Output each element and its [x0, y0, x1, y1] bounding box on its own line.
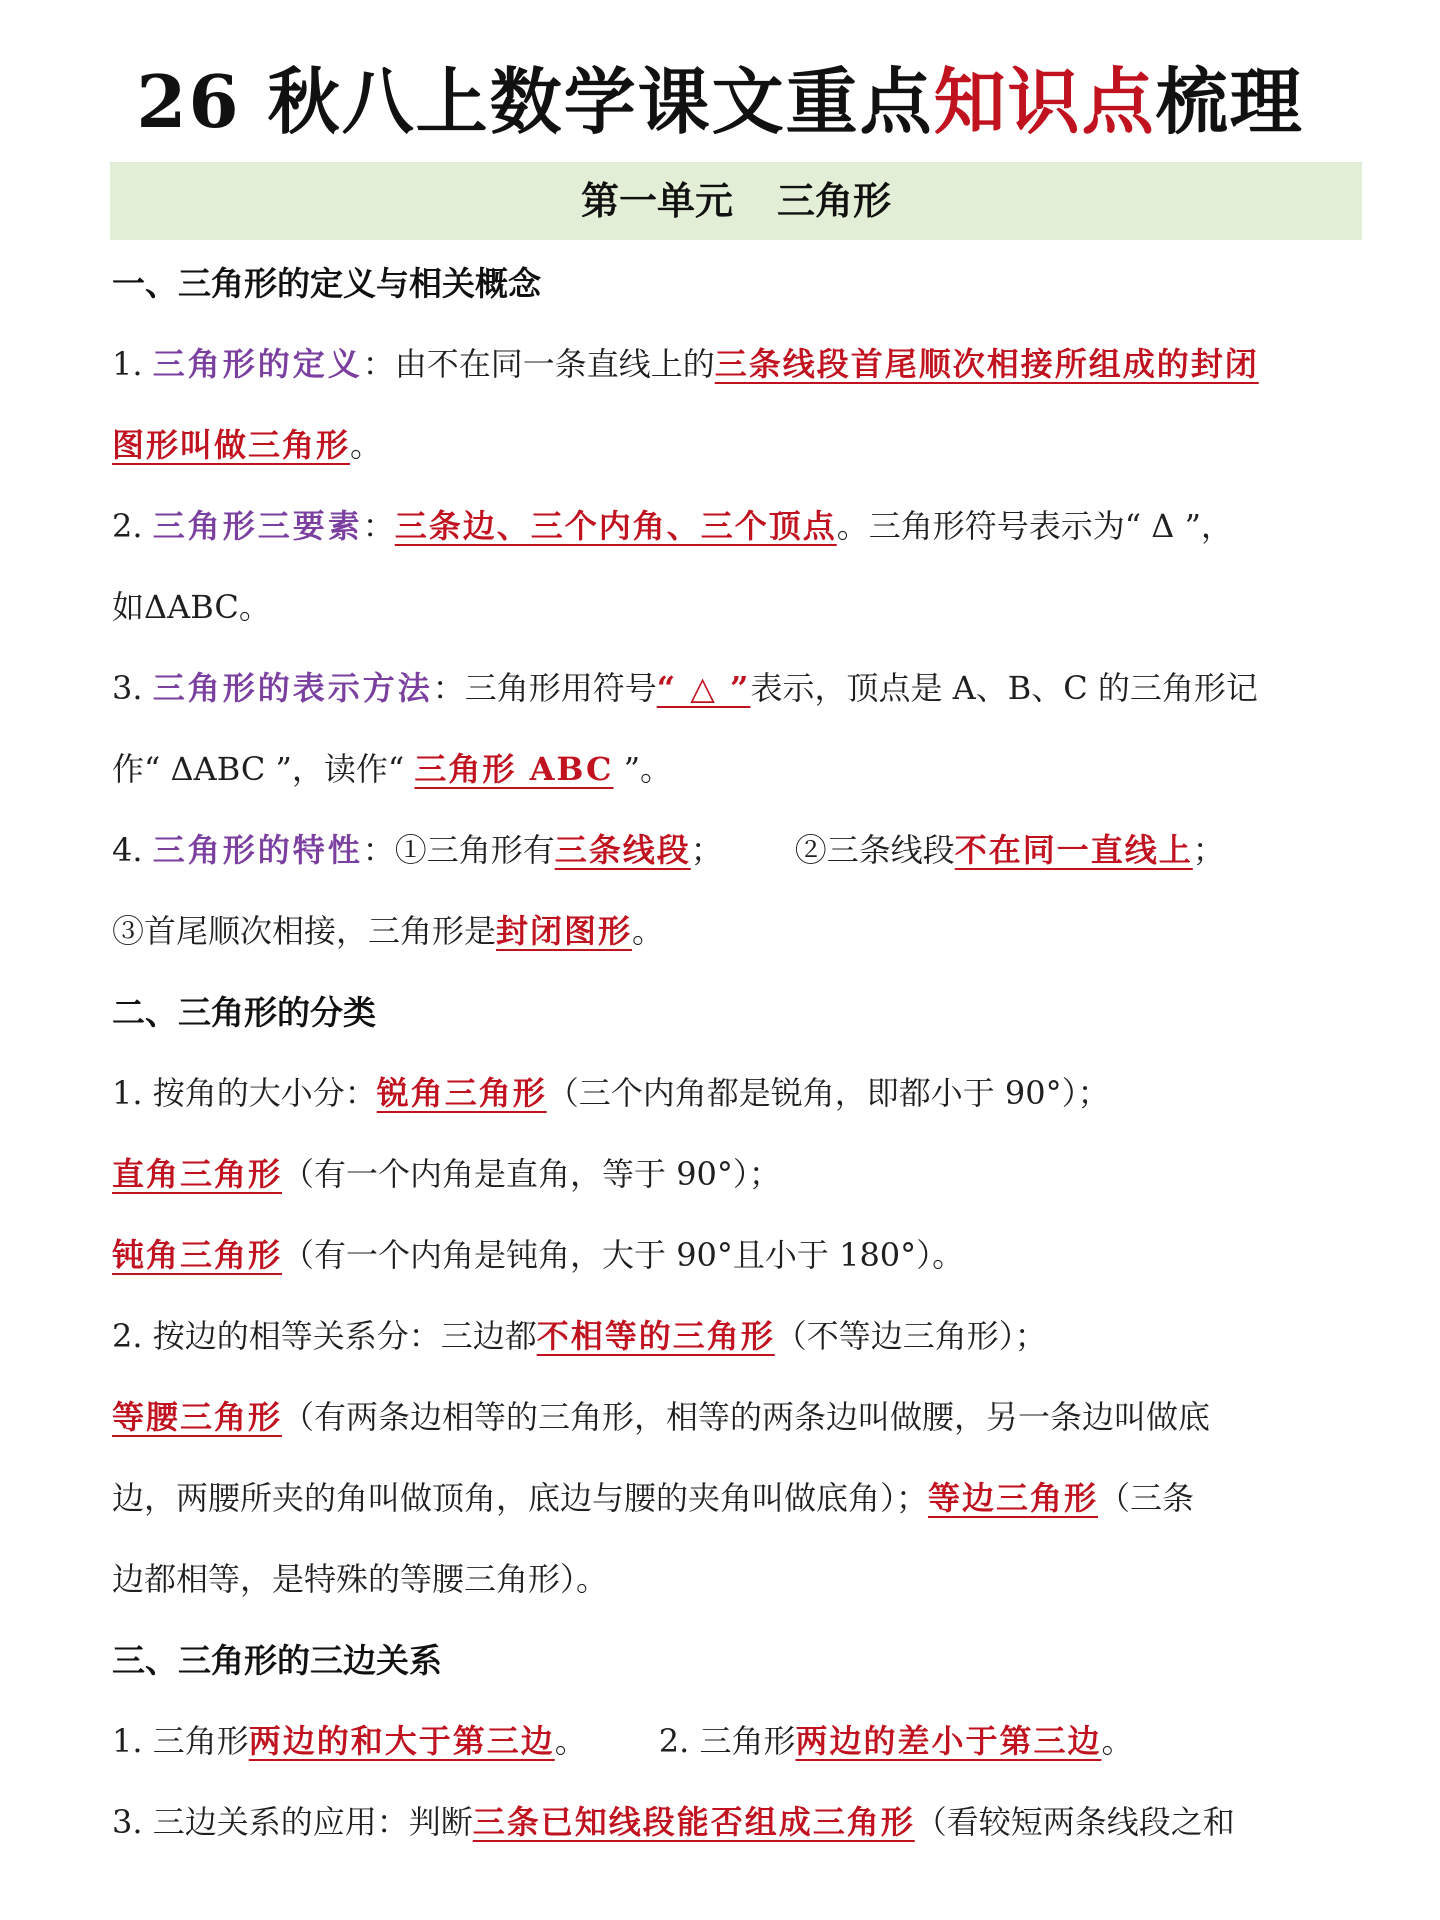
body-text: （看较短两条线段之和 [914, 1803, 1235, 1841]
body-text: 如ΔABC。 [112, 588, 271, 626]
paragraph-right-triangle [112, 1134, 1364, 1215]
document-title [0, 52, 1440, 152]
key-point: 三条线段首尾顺次相接所组成的封闭 [714, 345, 1259, 383]
section-heading-3: 三、三角形的三边关系 [112, 1641, 442, 1680]
paragraph-definition-cont [112, 405, 1364, 486]
unit-number: 第一单元 [580, 178, 733, 223]
unit-banner [110, 162, 1362, 240]
title-highlight: 知识点 [933, 59, 1156, 144]
item-number: 3. [112, 669, 153, 707]
body-text: ； [1192, 831, 1225, 869]
body-text: （有一个内角是钝角，大于 90°且小于 180°）。 [282, 1236, 965, 1274]
body-text: （有一个内角是直角，等于 90°）； [282, 1155, 781, 1193]
paragraph-by-side [112, 1296, 1364, 1377]
body-text: ”。 [613, 750, 673, 788]
paragraph-equilateral-cont [112, 1539, 1364, 1620]
body-text: ：由不在同一条直线上的 [362, 345, 715, 383]
item-number: 1. [112, 345, 153, 383]
item-number: 2. [112, 507, 153, 545]
key-point: 不相等的三角形 [536, 1317, 775, 1355]
body-text: 。 [1101, 1722, 1134, 1760]
body-text: （有两条边相等的三角形，相等的两条边叫做腰，另一条边叫做底 [282, 1398, 1211, 1436]
body-text: 表示，顶点是 A、B、C 的三角形记 [750, 669, 1258, 707]
body-text: ③首尾顺次相接，三角形是 [112, 912, 497, 950]
paragraph-definition [112, 324, 1364, 405]
paragraph-elements [112, 486, 1364, 567]
key-point: 三条线段 [554, 831, 691, 869]
key-point: 图形叫做三角形 [112, 426, 351, 464]
key-point: 直角三角形 [112, 1155, 283, 1193]
item-number: 4. [112, 831, 153, 869]
paragraph-elements-cont [112, 567, 1364, 648]
paragraph-side-application [112, 1782, 1364, 1863]
section-heading-2: 二、三角形的分类 [112, 993, 376, 1032]
body-text: ； [690, 831, 723, 869]
key-point: 不在同一直线上 [954, 831, 1193, 869]
title-part-1: 26 秋八上数学课文重点 [136, 59, 934, 144]
key-point: 等边三角形 [928, 1479, 1099, 1517]
body-text: ： [362, 507, 395, 545]
paragraph-isosceles-cont [112, 1458, 1364, 1539]
body-text: 2. 三角形 [658, 1722, 796, 1760]
paragraph-by-angle [112, 1053, 1364, 1134]
key-point: 钝角三角形 [112, 1236, 283, 1274]
term-label: 三角形的特性 [152, 831, 363, 869]
paragraph-notation-cont [112, 729, 1364, 810]
term-label: 三角形的定义 [152, 345, 363, 383]
paragraph-properties-cont [112, 891, 1364, 972]
key-point: 两边的和大于第三边 [248, 1722, 555, 1760]
title-part-3: 梳理 [1155, 59, 1304, 144]
body-text: 边，两腰所夹的角叫做顶角，底边与腰的夹角叫做底角）； [112, 1479, 929, 1517]
key-point: 三条已知线段能否组成三角形 [472, 1803, 915, 1841]
notes-body [112, 243, 1364, 1863]
key-point: 等腰三角形 [112, 1398, 283, 1436]
term-label: 三角形三要素 [152, 507, 363, 545]
body-text: （三个内角都是锐角，即都小于 90°）； [546, 1074, 1110, 1112]
body-text: 边都相等，是特殊的等腰三角形）。 [112, 1560, 609, 1598]
paragraph-side-relations [112, 1701, 1364, 1782]
key-point: 封闭图形 [496, 912, 633, 950]
paragraph-obtuse-triangle [112, 1215, 1364, 1296]
body-text: 1. 三角形 [112, 1722, 249, 1760]
body-text: 2. 按边的相等关系分：三边都 [112, 1317, 537, 1355]
body-text: （不等边三角形）； [774, 1317, 1047, 1355]
body-text: 。 [350, 426, 383, 464]
unit-name: 三角形 [777, 178, 892, 223]
body-text: ：三角形用符号 [432, 669, 657, 707]
body-text: 。三角形符号表示为“ Δ ”， [836, 507, 1233, 545]
term-label: 三角形的表示方法 [152, 669, 433, 707]
body-text: （三条 [1098, 1479, 1195, 1517]
body-text: 作“ ΔABC ”，读作“ [112, 750, 415, 788]
section-heading-1: 一、三角形的定义与相关概念 [112, 264, 541, 303]
key-point: 锐角三角形 [376, 1074, 547, 1112]
body-text: 1. 按角的大小分： [112, 1074, 377, 1112]
body-text: ②三条线段 [794, 831, 955, 869]
body-text: 。 [632, 912, 665, 950]
paragraph-properties [112, 810, 1364, 891]
paragraph-isosceles [112, 1377, 1364, 1458]
key-point: 三条边、三个内角、三个顶点 [394, 507, 837, 545]
key-point: “ △ ” [656, 669, 751, 707]
body-text: 3. 三边关系的应用：判断 [112, 1803, 473, 1841]
key-point: 三角形 ABC [414, 750, 614, 788]
body-text: ：①三角形有 [362, 831, 555, 869]
key-point: 两边的差小于第三边 [795, 1722, 1102, 1760]
body-text: 。 [554, 1722, 587, 1760]
paragraph-notation [112, 648, 1364, 729]
